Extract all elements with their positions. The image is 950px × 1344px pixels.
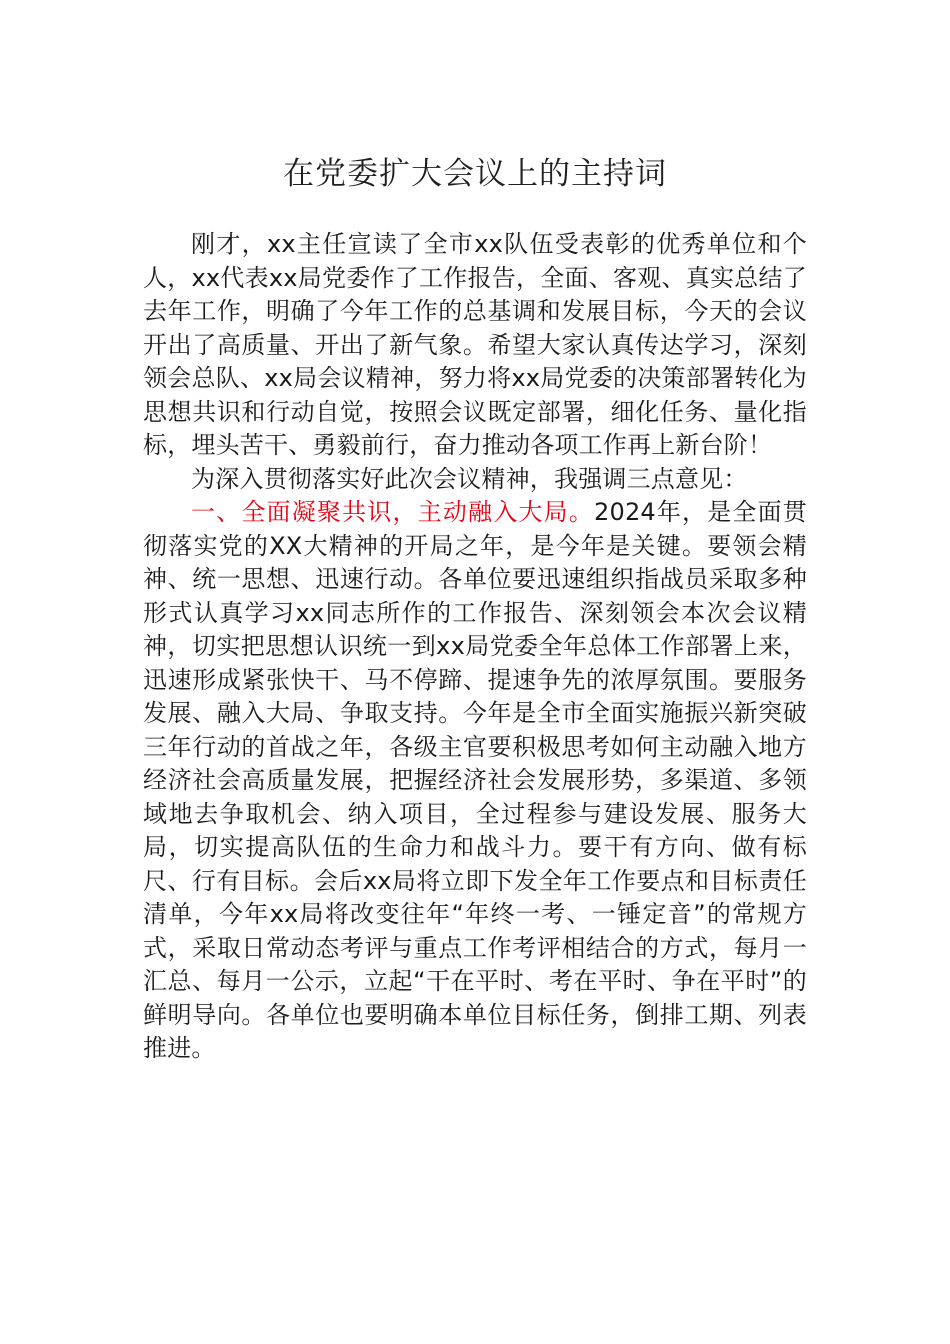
opening-paragraph: 刚才，xx主任宣读了全市xx队伍受表彰的优秀单位和个人，xx代表xx局党委作了工作报告，全面、客观、真实总结了去年工作，明确了今年工作的总基调和发展目标，今天的会议开出了高质量、开出了新气象。希望大家认真传达学习，深刻领会总队、xx局会议精神，努力将xx局党委的决策部署转化为思想共识和行动自觉，按照会议既定部署，细化任务、量化指标，埋头苦干、勇毅前行，奋力推动各项工作再上新台阶！: [143, 230, 807, 459]
transition-paragraph: 为深入贯彻落实好此次会议精神，我强调三点意见：: [191, 464, 748, 493]
document-title: 在党委扩大会议上的主持词: [283, 156, 667, 192]
section-1-body: 2024年，是全面贯彻落实党的XX大精神的开局之年，是今年是关键。要领会精神、统一思想、迅速行动。各单位要迅速组织指战员采取多种形式认真学习xx同志所作的工作报告、深刻领会本次会议精神，切实把思想认识统一到xx局党委全年总体工作部署上来，迅速形成紧张快干、马不停蹄、提速争先的浓厚氛围。要服务发展、融入大局、争取支持。今年是全市全面实施振兴新突破三年行动的首战之年，各级主官要积极思考如何主动融入地方经济社会高质量发展，把握经济社会发展形势，多渠道、多领域地去争取机会、纳入项目，全过程参与建设发展、服务大局，切实提高队伍的生命力和战斗力。要干有方向、做有标尺、行有目标。会后xx局将立即下发全年工作要点和目标责任清单，今年xx局将改变往年“年终一考、一锤定音”的常规方式，采取日常动态考评与重点工作考评相结合的方式，每月一汇总、每月一公示，立起“干在平时、考在平时、争在平时”的鲜明导向。各单位也要明确本单位目标任务，倒排工期、列表推进。: [143, 498, 808, 1062]
document-body: [143, 228, 807, 1066]
section-1-paragraph: [143, 496, 807, 1066]
section-1-heading: 一、全面凝聚共识，主动融入大局。: [191, 498, 594, 526]
